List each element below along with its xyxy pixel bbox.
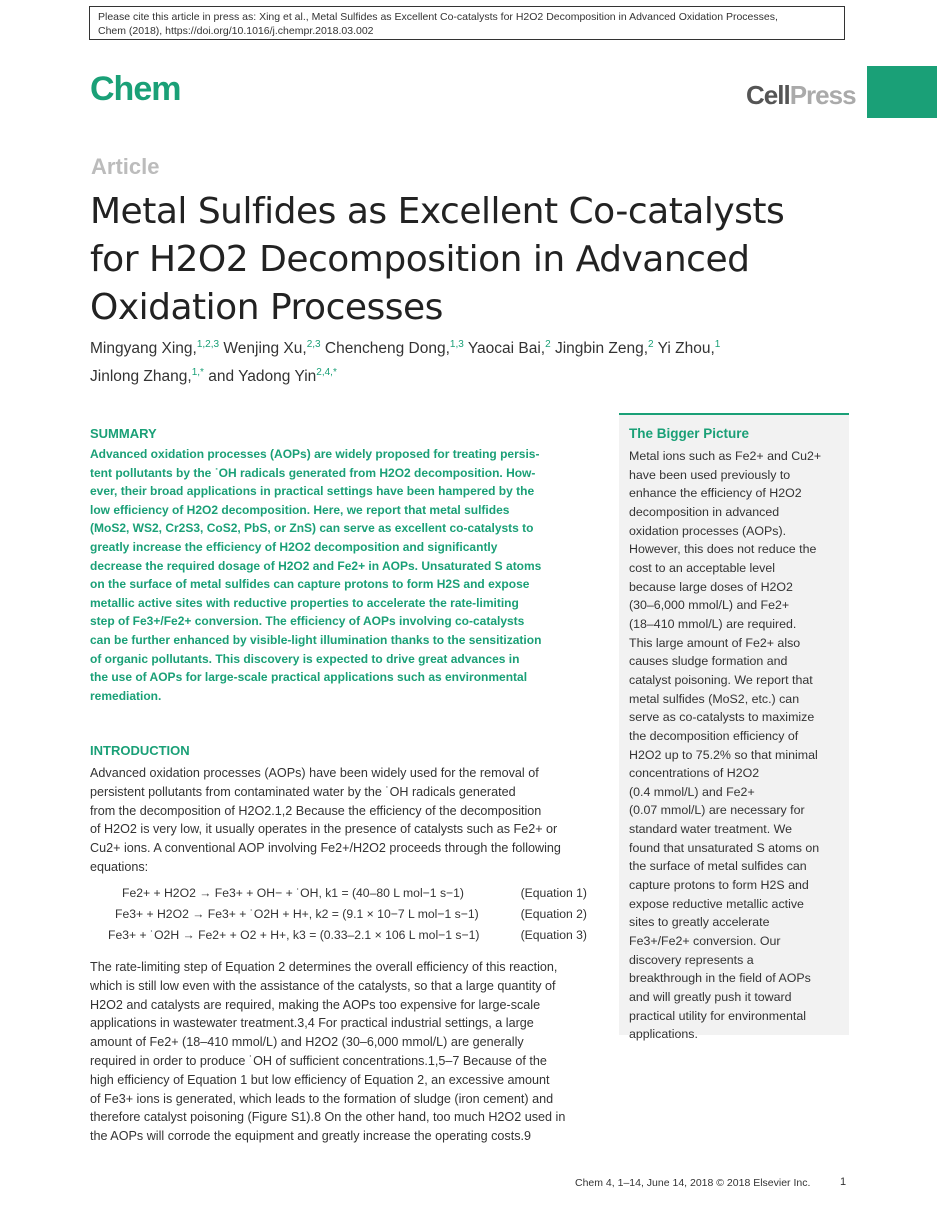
intro-line: of H2O2 is very low, it usually operates in the presence of catalysts such as Fe2+ or	[90, 822, 558, 837]
summary-line: decrease the required dosage of H2O2 and Fe2+ in AOPs. Unsaturated S atoms	[90, 558, 542, 573]
summary-line: metallic active sites with reductive properties to accelerate the rate-limiting	[90, 595, 519, 610]
equation-2	[90, 907, 587, 928]
sidebar-line: Fe3+/Fe2+ conversion. Our	[629, 934, 781, 949]
citation-line-2: Chem (2018), https://doi.org/10.1016/j.chempr.2018.03.002	[98, 25, 374, 37]
summary-line: of organic pollutants. This discovery is expected to drive great advances in	[90, 651, 520, 666]
article-type-label: Article	[91, 154, 160, 179]
footer-citation: Chem 4, 1–14, June 14, 2018 © 2018 Elsevier Inc.	[575, 1177, 811, 1189]
publisher-logo-part-b: Press	[789, 80, 856, 110]
summary-heading: SUMMARY	[90, 426, 157, 441]
author[interactable]: Wenjing Xu,$^{2,3}$	[223, 339, 321, 358]
author[interactable]: Mingyang Xing,$^{1,2,3}$	[90, 339, 220, 358]
page-number: 1	[840, 1176, 847, 1188]
author[interactable]: Jingbin Zeng,$^2$	[554, 339, 654, 358]
intro-line: persistent pollutants from contaminated water by the ˙OH radicals generated	[90, 784, 516, 799]
sidebar-line: found that unsaturated S atoms on	[629, 840, 820, 855]
sidebar-line: This large amount of Fe2+ also	[629, 635, 801, 650]
sidebar-line: causes sludge formation and	[629, 654, 788, 669]
intro-line: applications in wastewater treatment.3,4 For practical industrial settings, a large	[90, 1016, 534, 1031]
sidebar-line: cost to an acceptable level	[629, 560, 776, 575]
intro-line: which is still low even with the assistance of the catalysts, so that a large quantity of	[90, 978, 556, 993]
sidebar-line: applications.	[629, 1027, 698, 1042]
sidebar-line: (30–6,000 mmol/L) and Fe2+	[629, 598, 790, 613]
equation-formula: Fe3+ + ˙O2H → Fe2+ + O2 + H+, k3 = (0.33–2.1 × 106 L mol−1 s−1)	[108, 928, 480, 942]
intro-line: amount of Fe2+ (18–410 mmol/L) and H2O2 (30–6,000 mmol/L) are generally	[90, 1035, 524, 1050]
intro-line: Cu2+ ions. A conventional AOP involving Fe2+/H2O2 proceeds through the following	[90, 841, 561, 856]
citation-box	[89, 6, 845, 40]
intro-line: therefore catalyst poisoning (Figure S1).8 On the other hand, too much H2O2 used in	[90, 1110, 566, 1125]
citation-line-1: Please cite this article in press as: Xing et al., Metal Sulfides as Excellent Co-catalysts for H2O2 Decomposition in Advanced Oxidation Processes,	[98, 11, 778, 23]
author[interactable]: Yi Zhou,$^1$	[657, 339, 721, 358]
sidebar-line: breakthrough in the field of AOPs	[629, 971, 811, 986]
sidebar-line: practical utility for environmental	[629, 1008, 806, 1023]
sidebar-line: serve as co-catalysts to maximize	[629, 710, 815, 725]
title-line: for H2O2 Decomposition in Advanced	[90, 239, 750, 280]
sidebar-line: enhance the efficiency of H2O2	[629, 486, 802, 501]
introduction-continued-text	[90, 958, 587, 1146]
intro-line: The rate-limiting step of Equation 2 determines the overall efficiency of this reaction,	[90, 960, 558, 974]
introduction-heading: INTRODUCTION	[90, 743, 190, 758]
sidebar-line: decomposition in advanced	[629, 504, 780, 519]
sidebar-line: sites to greatly accelerate	[629, 915, 770, 930]
summary-line: low efficiency of H2O2 decomposition. Here, we report that metal sulfides	[90, 502, 510, 517]
sidebar-line: because large doses of H2O2	[629, 579, 793, 594]
summary-line: greatly increase the efficiency of H2O2 decomposition and significantly	[90, 539, 498, 554]
intro-line: the AOPs will corrode the equipment and greatly increase the operating costs.9	[90, 1129, 532, 1144]
sidebar-line: the decomposition efficiency of	[629, 728, 799, 743]
author[interactable]: and Yadong Yin$^{2,4,*}$	[208, 367, 337, 386]
summary-line: on the surface of metal sulfides can capture protons to form H2S and expose	[90, 577, 530, 592]
summary-text	[90, 445, 587, 705]
sidebar-text	[629, 447, 844, 1044]
author[interactable]: Chencheng Dong,$^{1,3}$	[324, 339, 464, 358]
summary-line: remediation.	[90, 688, 162, 703]
accent-tab	[867, 66, 937, 118]
equation-label: (Equation 2)	[520, 907, 587, 921]
equation-block	[90, 886, 587, 949]
sidebar-line: discovery represents a	[629, 952, 754, 967]
summary-line: the use of AOPs for large-scale practical applications such as environmental	[90, 670, 528, 685]
bigger-picture-sidebar	[619, 413, 849, 1042]
author-list	[90, 333, 820, 389]
publisher-logo-part-a: Cell	[746, 80, 790, 110]
sidebar-line: and will greatly push it toward	[629, 990, 792, 1005]
equation-formula: Fe3+ + H2O2 → Fe3+ + ˙O2H + H+, k2 = (9.1 × 10−7 L mol−1 s−1)	[115, 907, 479, 921]
sidebar-line: (0.4 mmol/L) and Fe2+	[629, 784, 755, 799]
sidebar-heading: The Bigger Picture	[629, 426, 750, 441]
sidebar-line: have been used previously to	[629, 467, 791, 482]
sidebar-line: concentrations of H2O2	[629, 766, 760, 781]
intro-line: from the decomposition of H2O2.1,2 Because the efficiency of the decomposition	[90, 803, 542, 818]
equation-label: (Equation 1)	[520, 886, 587, 900]
sidebar-line: Metal ions such as Fe2+ and Cu2+	[629, 449, 822, 463]
title-line: Metal Sulfides as Excellent Co-catalysts	[90, 191, 785, 232]
equation-1	[90, 886, 587, 907]
introduction-text	[90, 764, 587, 877]
intro-line: H2O2 and catalysts are required, making the AOPs too expensive for large-scale	[90, 997, 541, 1012]
summary-line: can be further enhanced by visible-light illumination thanks to the sensitization	[90, 632, 542, 647]
sidebar-line: metal sulfides (MoS2, etc.) can	[629, 691, 800, 706]
sidebar-line: H2O2 up to 75.2% so that minimal	[629, 747, 818, 762]
intro-line: high efficiency of Equation 1 but low efficiency of Equation 2, an excessive amount	[90, 1072, 550, 1087]
summary-line: step of Fe3+/Fe2+ conversion. The efficiency of AOPs involving co-catalysts	[90, 614, 525, 629]
sidebar-line: catalyst poisoning. We report that	[629, 672, 813, 687]
sidebar-line: expose reductive metallic active	[629, 896, 804, 911]
sidebar-line: (18–410 mmol/L) are required.	[629, 616, 797, 631]
author[interactable]: Jinlong Zhang,$^{1,*}$	[90, 367, 204, 386]
intro-line: equations:	[90, 859, 149, 874]
author[interactable]: Yaocai Bai,$^2$	[467, 339, 551, 358]
title-line: Oxidation Processes	[90, 287, 443, 328]
equation-label: (Equation 3)	[520, 928, 587, 942]
sidebar-line: the surface of metal sulfides can	[629, 859, 807, 874]
summary-line: tent pollutants by the ˙OH radicals generated from H2O2 decomposition. How-	[90, 465, 536, 480]
summary-line: (MoS2, WS2, Cr2S3, CoS2, PbS, or ZnS) can serve as excellent co-catalysts to	[90, 521, 534, 536]
intro-line: of Fe3+ ions is generated, which leads to the formation of sludge (iron cement) and	[90, 1091, 554, 1106]
article-title	[90, 188, 790, 332]
sidebar-line: However, this does not reduce the	[629, 542, 817, 557]
publisher-logo[interactable]	[746, 80, 856, 111]
equation-formula: Fe2+ + H2O2 → Fe3+ + OH− + ˙OH, k1 = (40–80 L mol−1 s−1)	[122, 886, 464, 900]
equation-3	[90, 928, 587, 949]
sidebar-line: standard water treatment. We	[629, 822, 792, 837]
sidebar-line: capture protons to form H2S and	[629, 878, 809, 893]
journal-logo[interactable]: Chem	[90, 70, 181, 108]
sidebar-line: (0.07 mmol/L) are necessary for	[629, 803, 805, 818]
summary-line: ever, their broad applications in practical settings have been hampered by the	[90, 484, 535, 499]
summary-line: Advanced oxidation processes (AOPs) are widely proposed for treating persis-	[90, 447, 540, 461]
intro-line: required in order to produce ˙OH of sufficient concentrations.1,5–7 Because of the	[90, 1053, 547, 1068]
intro-line: Advanced oxidation processes (AOPs) have been widely used for the removal of	[90, 766, 539, 780]
sidebar-line: oxidation processes (AOPs).	[629, 523, 787, 538]
